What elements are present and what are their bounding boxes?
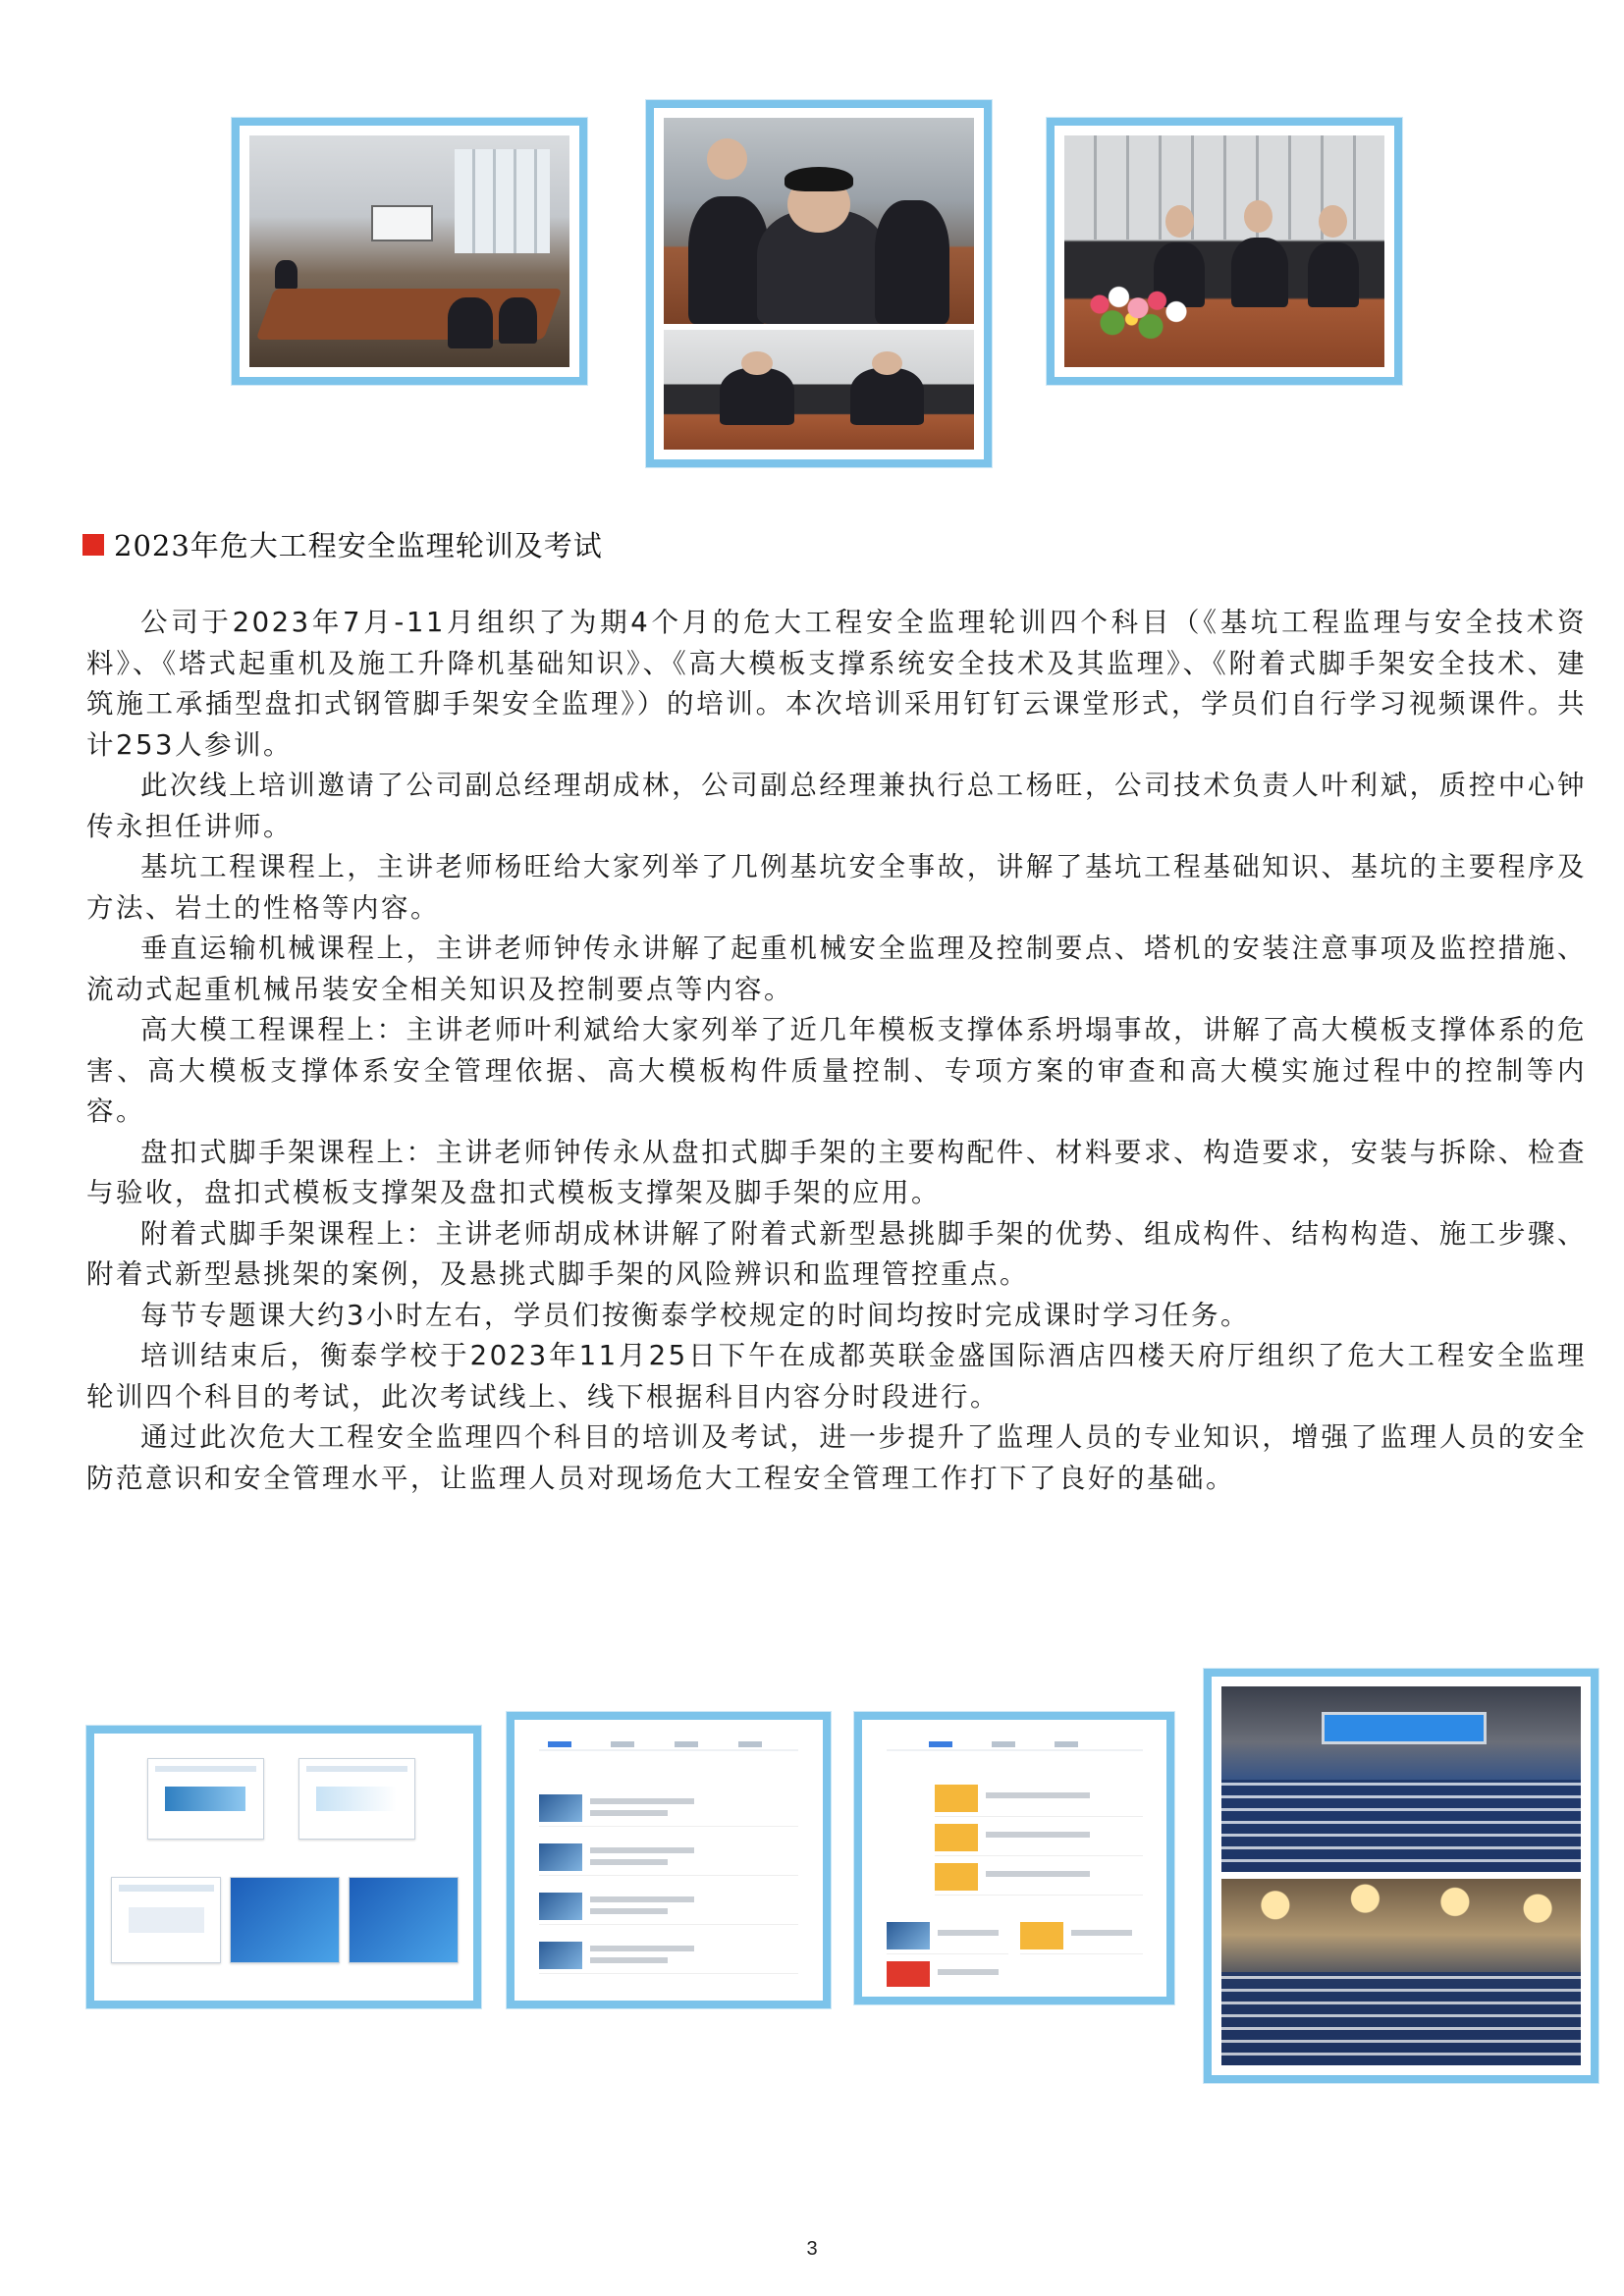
course-slide xyxy=(147,1758,264,1840)
heading-marker xyxy=(82,534,104,556)
paragraph: 垂直运输机械课程上，主讲老师钟传永讲解了起重机械安全监理及控制要点、塔机的安装注意事项及监控措施、流动式起重机械吊装安全相关知识及控制要点等内容。 xyxy=(86,933,1587,1005)
list-item xyxy=(539,1838,799,1876)
section-heading xyxy=(82,524,603,564)
photo-exam-hall xyxy=(1204,1669,1598,2083)
attendee-head xyxy=(707,138,747,180)
list-item xyxy=(539,1936,799,1974)
attendee xyxy=(1231,238,1289,307)
page-number: 3 xyxy=(806,2238,818,2260)
section-title: 2023年危大工程安全监理轮训及考试 xyxy=(114,529,603,562)
attendee xyxy=(448,297,493,348)
attendee xyxy=(499,297,537,344)
course-slide xyxy=(349,1877,459,1963)
exam-seating xyxy=(1221,1780,1581,1873)
paragraph: 公司于2023年7月-11月组织了为期4个月的危大工程安全监理轮训四个科目（《基坑工程监理与安全技术资料》、《塔式起重机及施工升降机基础知识》、《高大模板支撑系统安全技术及其监理》、《附着式脚手架安全技术、建筑施工承插型盘扣式钢管脚手架安全监理》）的培训。本次培训采用钉钉云课堂形式，学员们自行学习视频课件。共计253人参训。 xyxy=(86,607,1587,761)
ceiling-lights xyxy=(1221,1879,1581,1944)
course-slide xyxy=(230,1877,340,1963)
photo-panel-discussion xyxy=(1047,118,1402,385)
list-item xyxy=(935,1857,1143,1896)
projection-screen xyxy=(371,205,433,241)
photo-course-list xyxy=(507,1712,831,2008)
paragraph: 通过此次危大工程安全监理四个科目的培训及考试，进一步提升了监理人员的专业知识，增强了监理人员的安全防范意识和安全管理水平，让监理人员对现场危大工程安全管理工作打下了良好的基础。 xyxy=(86,1421,1587,1494)
paragraph: 盘扣式脚手架课程上：主讲老师钟传永从盘扣式脚手架的主要构配件、材料要求、构造要求，安装与拆除、检查与验收，盘扣式模板支撑架及盘扣式模板支撑架及脚手架的应用。 xyxy=(86,1136,1587,1208)
list-item xyxy=(935,1779,1143,1817)
article-body xyxy=(86,603,1587,1499)
stage-screen xyxy=(1322,1712,1486,1743)
paragraph: 培训结束后，衡泰学校于2023年11月25日下午在成都英联金盛国际酒店四楼天府厅组织了危大工程安全监理轮训四个科目的考试，此次考试线上、线下根据科目内容分时段进行。 xyxy=(86,1340,1587,1413)
window xyxy=(455,149,551,253)
list-item xyxy=(539,1887,799,1925)
list-item xyxy=(539,1789,799,1827)
speaker-hair xyxy=(785,167,853,191)
list-item xyxy=(935,1818,1143,1856)
attendee xyxy=(720,368,794,425)
exam-seating xyxy=(1221,1972,1581,2065)
photo-meeting-room xyxy=(232,118,587,385)
paragraph: 附着式脚手架课程上：主讲老师胡成林讲解了附着式新型悬挑脚手架的优势、组成构件、结构构造、施工步骤、附着式新型悬挑架的案例，及悬挑式脚手架的风险辨识和监理管控重点。 xyxy=(86,1217,1587,1290)
attendee-head xyxy=(872,351,903,375)
list-item xyxy=(887,1916,1009,1954)
list-item xyxy=(887,1955,1009,1987)
paragraph: 基坑工程课程上，主讲老师杨旺给大家列举了几例基坑安全事故，讲解了基坑工程基础知识、基坑的主要程序及方法、岩土的性格等内容。 xyxy=(86,851,1587,924)
attendee xyxy=(1308,242,1359,307)
paragraph: 高大模工程课程上：主讲老师叶利斌给大家列举了近几年模板支撑体系坍塌事故，讲解了高大模板支撑体系的危害、高大模板支撑体系安全管理依据、高大模板构件质量控制、专项方案的审查和高大模实施过程中的控制等内容。 xyxy=(86,1014,1587,1127)
attendee xyxy=(875,200,949,324)
attendee xyxy=(850,368,925,425)
attendee-head xyxy=(1244,200,1272,233)
photo-speakers-collage xyxy=(646,100,992,467)
course-slide xyxy=(111,1877,221,1963)
flower-arrangement xyxy=(1074,275,1202,349)
attendee-head xyxy=(741,351,773,375)
list-item xyxy=(1020,1916,1143,1954)
attendee-head xyxy=(1165,205,1194,238)
paragraph: 此次线上培训邀请了公司副总经理胡成林，公司副总经理兼执行总工杨旺，公司技术负责人叶利斌，质控中心钟传永担任讲师。 xyxy=(86,770,1587,842)
course-slide xyxy=(298,1758,415,1840)
photo-course-catalog xyxy=(854,1712,1174,2004)
attendee xyxy=(275,260,298,288)
photo-course-slides xyxy=(86,1726,481,2008)
paragraph: 每节专题课大约3小时左右，学员们按衡泰学校规定的时间均按时完成课时学习任务。 xyxy=(140,1299,1250,1331)
